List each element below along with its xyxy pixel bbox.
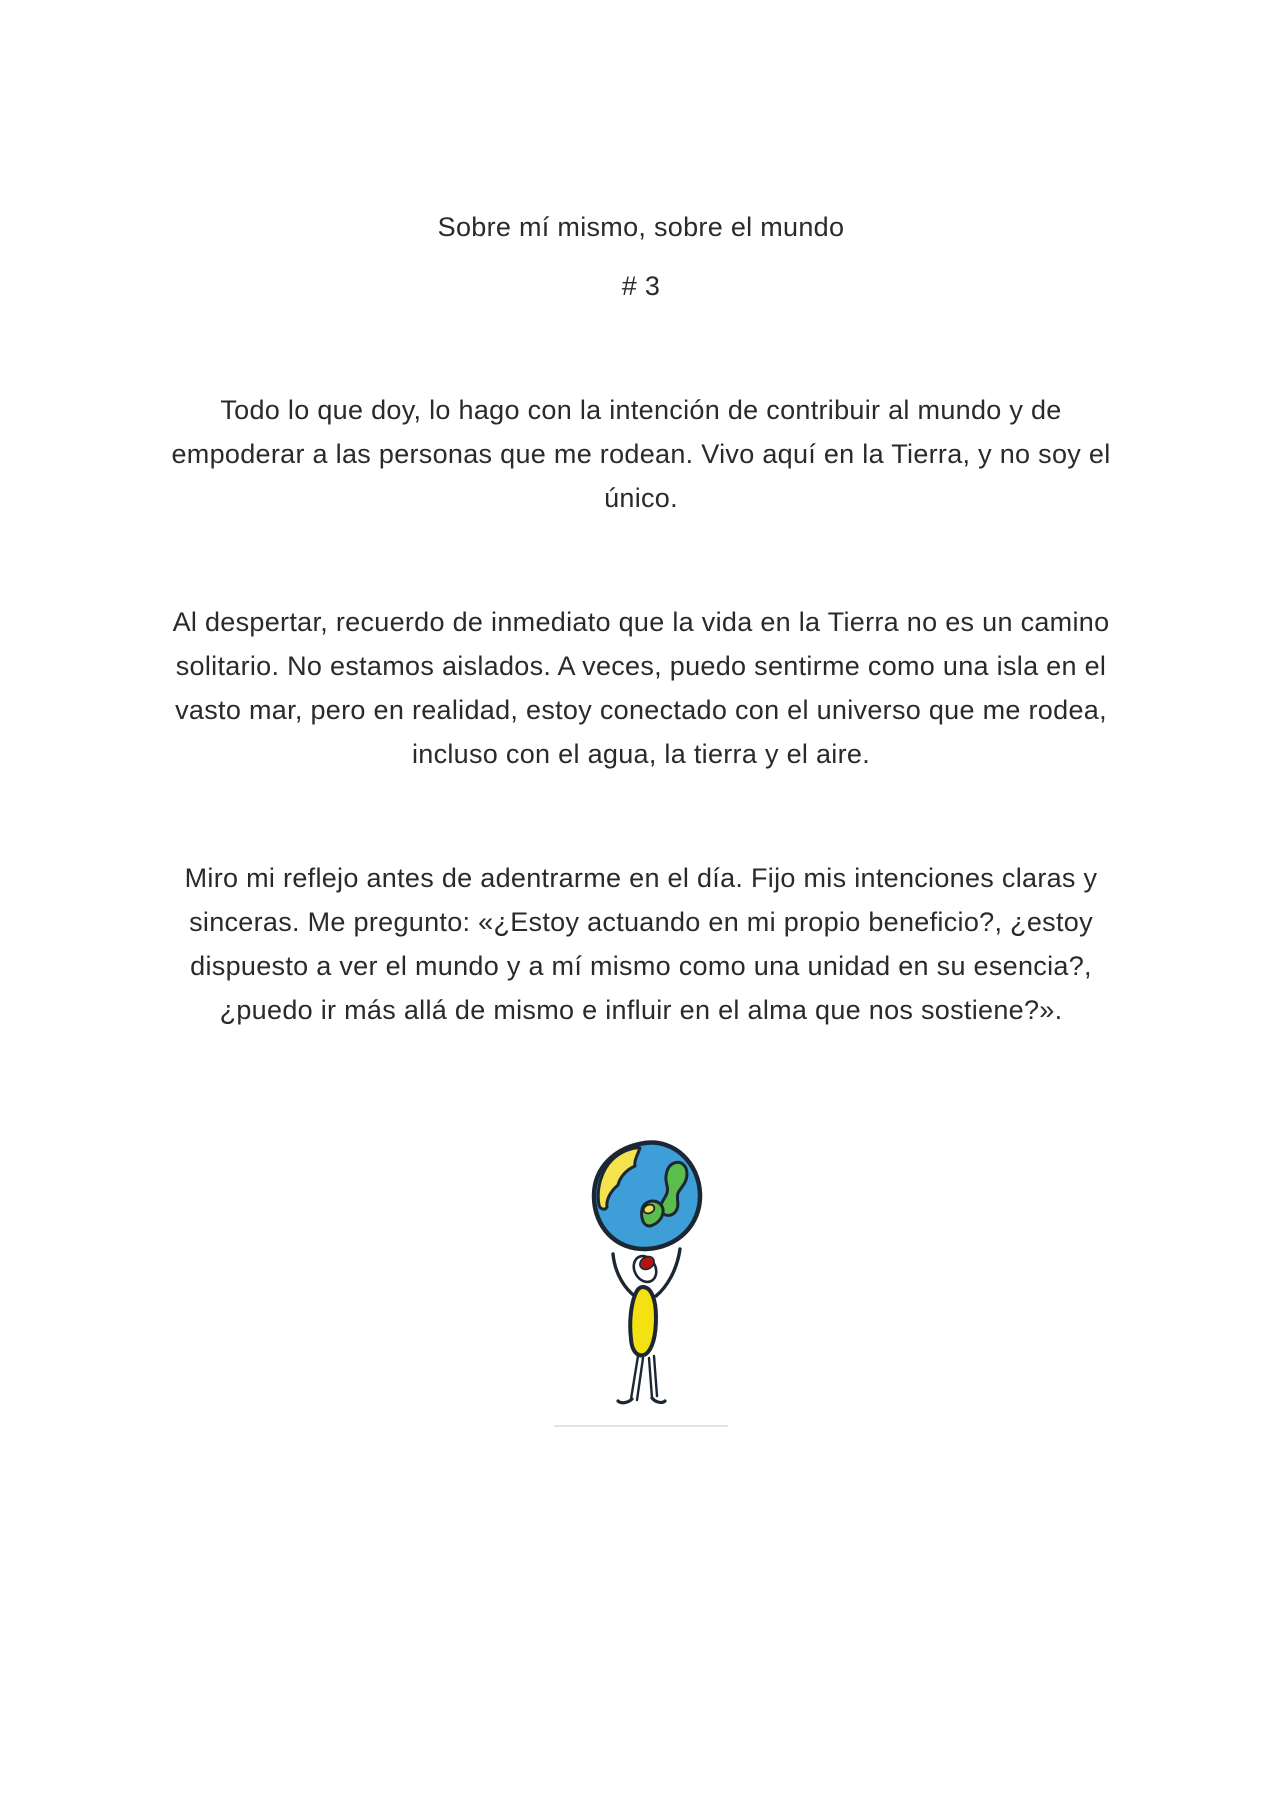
earth-figure-illustration [536,1110,746,1440]
figure-left-arm [613,1254,636,1297]
paragraph-1-line-1: Todo lo que doy, lo hago con la intención de contribuir al mundo y de [220,395,1062,425]
document-title: Sobre mí mismo, sobre el mundo [437,212,845,242]
figure-right-arm [656,1249,680,1296]
paragraph-3-line-3: dispuesto a ver el mundo y a mí mismo como una unidad en su esencia?, [190,951,1092,981]
figure-right-leg [649,1356,657,1398]
paragraph-2-line-2: solitario. No estamos aislados. A veces, puedo sentirme como una isla en el [175,651,1107,681]
paragraph-1 [0,388,1282,520]
paragraph-3-line-1: Miro mi reflejo antes de adentrarme en el día. Fijo mis intenciones claras y [184,863,1098,893]
paragraph-2 [0,600,1282,776]
paragraph-3-line-4: ¿puedo ir más allá de mismo e influir en el alma que nos sostiene?». [219,995,1063,1025]
page-number: # 3 [621,271,661,301]
paragraph-2-line-3: vasto mar, pero en realidad, estoy conectado con el universo que me rodea, [175,695,1107,725]
paragraph-3 [0,856,1282,1032]
paragraph-1-line-3: único. [604,483,678,513]
figure-left-leg [631,1356,643,1400]
paragraph-3-line-2: sinceras. Me pregunto: «¿Estoy actuando en mi propio beneficio?, ¿estoy [189,907,1093,937]
figure-right-foot [652,1398,665,1402]
figure-left-foot [618,1399,632,1403]
figure-body [630,1287,656,1355]
paragraph-2-line-4: incluso con el agua, la tierra y el aire. [411,739,871,769]
paragraph-1-line-2: empoderar a las personas que me rodean. Vivo aquí en la Tierra, y no soy el [171,439,1111,469]
paragraph-2-line-1: Al despertar, recuerdo de inmediato que la vida en la Tierra no es un camino [172,607,1110,637]
